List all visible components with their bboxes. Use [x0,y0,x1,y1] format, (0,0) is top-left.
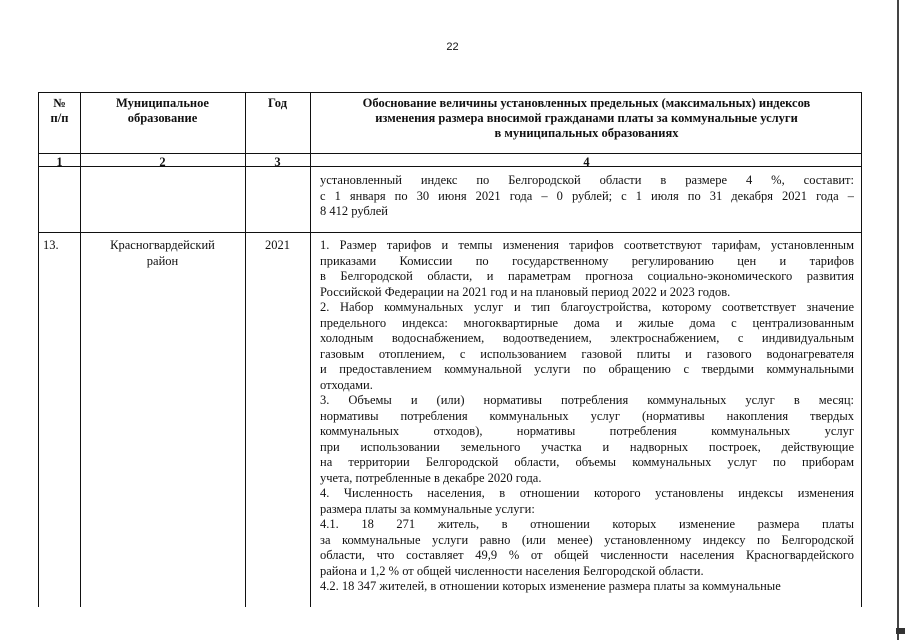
municipality-name: Красногвардейский район [110,238,215,268]
text-line: 3. Объемы и (или) нормативы потребления коммунальных услуг в месяц: [320,393,854,407]
text-line: на территории Белгородской области, объемы коммунальных услуг по приборам [320,455,854,469]
header-municipality: Муниципальное образование [116,96,209,125]
column-divider [310,93,311,607]
column-divider [80,93,81,607]
row-divider [39,153,861,154]
column-number: 3 [274,155,281,169]
header-justification: Обоснование величины установленных предельных (максимальных) индексов изменения размера вносимой гражданами платы за коммунальные услуги в муниципальных образованиях [362,96,811,140]
column-divider [245,93,246,607]
text-line: размера платы за коммунальные услуги: [320,501,535,516]
text-line: коммунальных отходов), нормативы потребления коммунальных услуг [320,424,854,438]
text-line: 4.2. 18 347 жителей, в отношении которых изменение размера платы за коммунальные [320,579,781,593]
column-number: 1 [56,155,63,169]
text-line: и предоставлением коммунальной услуги по обращению с твердыми коммунальными [320,362,854,376]
text-line: области, что составляет 49,9 % от общей численности населения Красногвардейского [320,548,854,562]
text-line: холодным водоснабжением, водоотведением, электроснабжением, с индивидуальным [320,331,854,345]
text-line: отходами. [320,377,373,392]
text-line: 2. Набор коммунальных услуг и тип благоустройства, которому соответствует значение [320,300,854,314]
text-line: Российской Федерации на 2021 год и на плановый период 2022 и 2023 годов. [320,284,731,299]
page-number: 22 [446,41,459,53]
row-year: 2021 [265,238,290,252]
text-line: 1. Размер тарифов и темпы изменения тарифов соответствуют тарифам, установленным [320,238,854,252]
text-line: в Белгородской области, и параметрам прогноза социально-экономического развития [320,269,854,283]
row-number: 13. [43,238,59,252]
column-number: 2 [159,155,166,169]
text-line: учета, потребленные в декабре 2020 года. [320,470,542,485]
scan-edge [897,0,899,640]
header-number: № п/п [50,96,69,125]
text-line: установленный индекс по Белгородской области в размере 4 %, составит: [320,173,854,187]
text-line: района и 1,2 % от общей численности населения Белгородской области. [320,563,704,578]
header-year: Год [267,96,288,110]
text-line: газовым отоплением, с использованием газовой плиты и газового водонагревателя [320,346,854,361]
justification-table [38,92,862,607]
text-line: за коммунальные услуги равно (или менее) установленному индексу по Белгородской [320,532,854,547]
text-line: 8 412 рублей [320,204,388,218]
text-line: 4.1. 18 271 житель, в отношении которых изменение размера платы [320,517,854,531]
text-line: нормативы потребления коммунальных услуг (нормативы накопления твердых [320,408,854,423]
row-divider [39,232,861,233]
text-line: с 1 января по 30 июня 2021 года – 0 рублей; с 1 июля по 31 декабря 2021 года – [320,188,854,203]
scan-mark [896,628,905,634]
justification-text [320,238,854,595]
text-line: приказами Комиссии по государственному регулированию цен и тарифов [320,253,854,268]
text-line: 4. Численность населения, в отношении которого установлены индексы изменения [320,486,854,500]
text-line: предельного индекса: многоквартирные дома и жилые дома с централизованным [320,315,854,330]
column-number: 4 [583,155,590,169]
continuation-text [320,173,854,220]
text-line: при использовании земельного участка и надворных построек, действующие [320,439,854,454]
